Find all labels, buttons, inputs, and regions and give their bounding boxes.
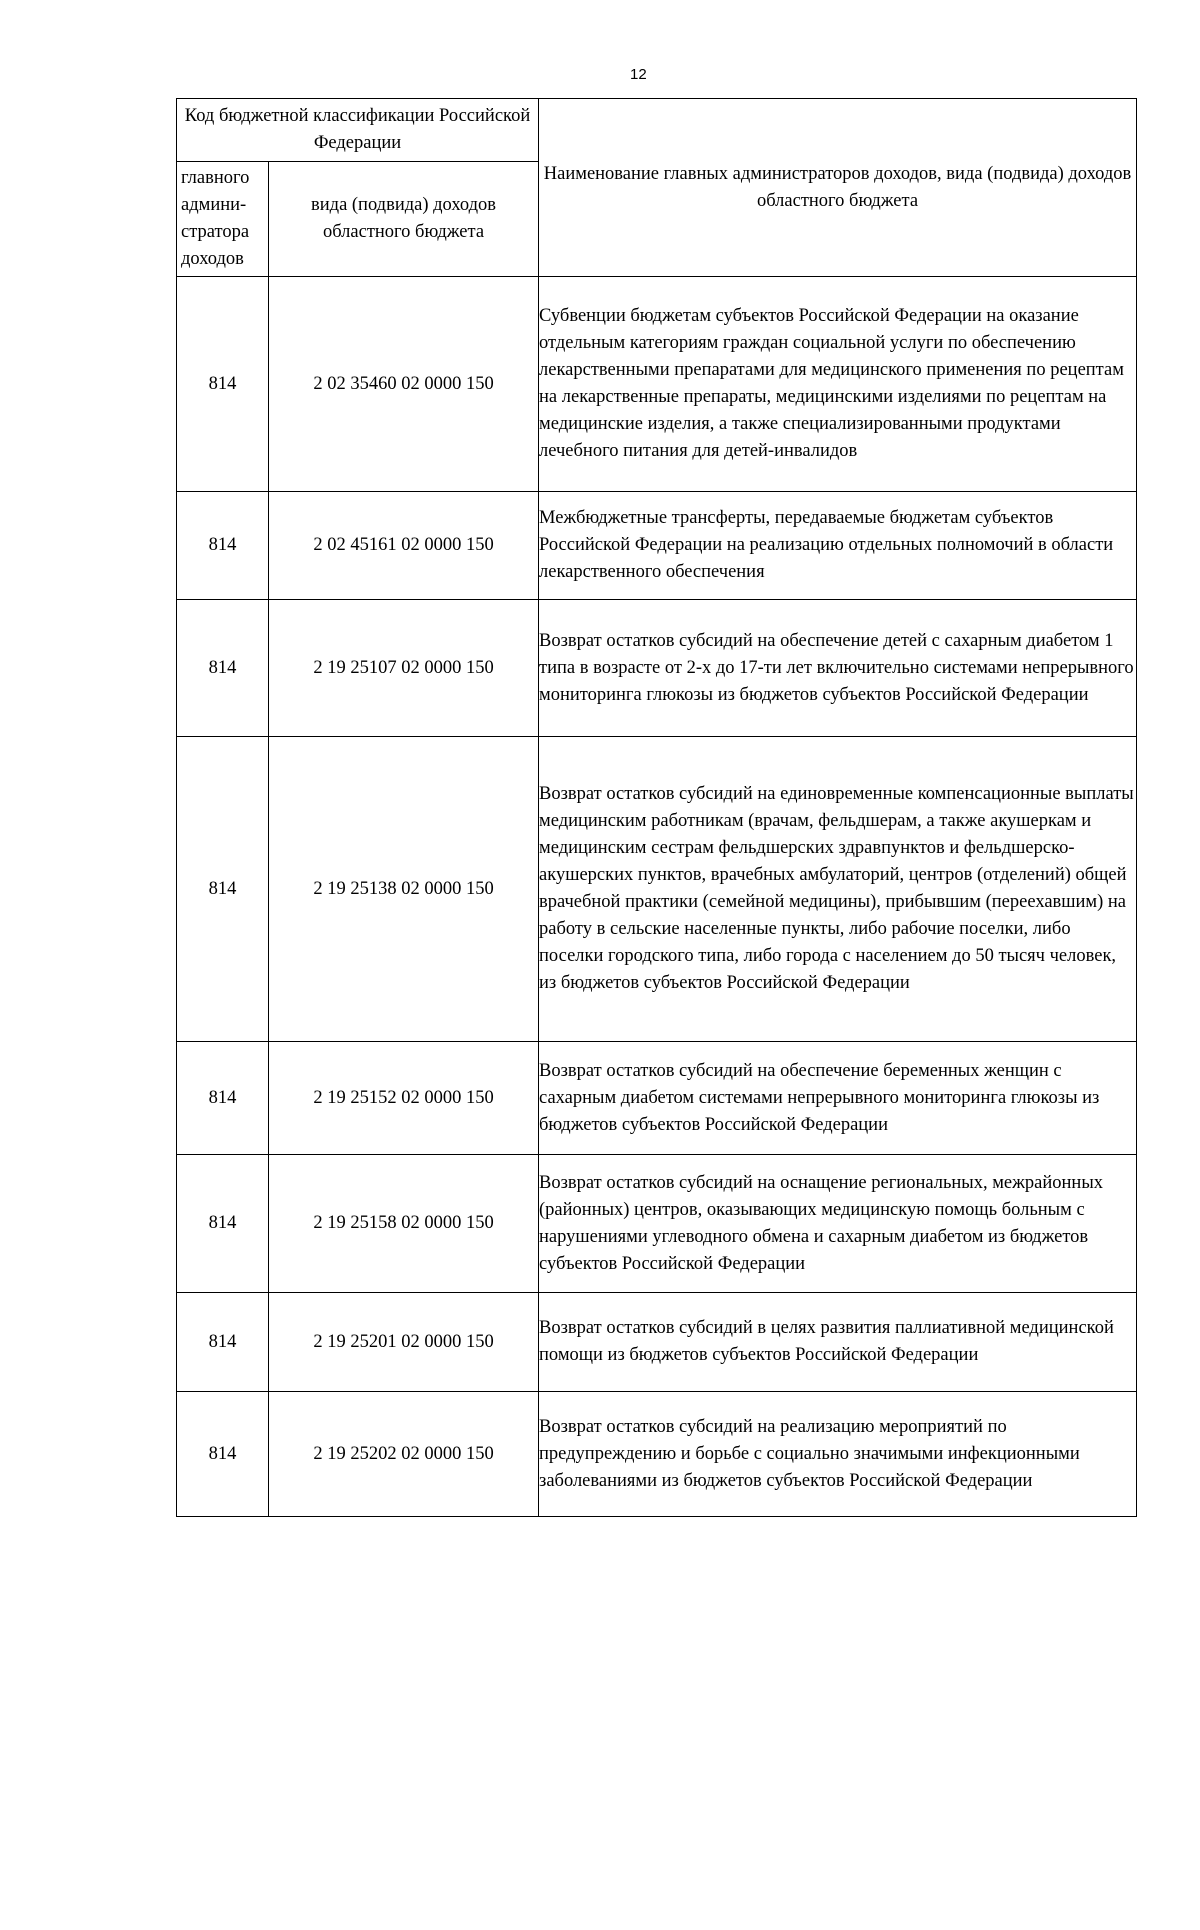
admin-code-cell: 814 (177, 1042, 269, 1155)
revenue-name-cell: Возврат остатков субсидий на обеспечение детей с сахарным диабетом 1 типа в возрасте от 2-х до 17-ти лет включительно системами непрерывного мониторинга глюкозы из бюджетов субъектов Российской Федерации (539, 600, 1137, 737)
header-budget-code-group: Код бюджетной классификации Российской Федерации (177, 99, 539, 162)
page-number: 12 (630, 66, 647, 83)
admin-code-cell: 814 (177, 600, 269, 737)
kbk-code-cell: 2 19 25202 02 0000 150 (269, 1392, 539, 1517)
kbk-code-cell: 2 19 25201 02 0000 150 (269, 1293, 539, 1392)
table-row (177, 1155, 1137, 1293)
table-row (177, 1042, 1137, 1155)
revenue-name-cell: Возврат остатков субсидий на единовременные компенсационные выплаты медицинским работникам (врачам, фельдшерам, а также акушеркам и медицинским сестрам фельдшерских здравпунктов и фельдшерско-акушерских пунктов, врачебных амбулаторий, центров (отделений) общей врачебной практики (семейной медицины), прибывшим (переехавшим) на работу в сельские населенные пункты, либо рабочие поселки, либо поселки городского типа, либо города с населением до 50 тысяч человек, из бюджетов субъектов Российской Федерации (539, 737, 1137, 1042)
budget-classification-table (176, 98, 1137, 1517)
kbk-code-cell: 2 19 25107 02 0000 150 (269, 600, 539, 737)
admin-code-cell: 814 (177, 1392, 269, 1517)
table-row (177, 1392, 1137, 1517)
table-row (177, 277, 1137, 492)
admin-code-cell: 814 (177, 492, 269, 600)
admin-code-cell: 814 (177, 737, 269, 1042)
table-row (177, 1293, 1137, 1392)
revenue-name-cell: Возврат остатков субсидий на реализацию мероприятий по предупреждению и борьбе с социально значимыми инфекционными заболеваниями из бюджетов субъектов Российской Федерации (539, 1392, 1137, 1517)
revenue-name-cell: Возврат остатков субсидий в целях развития паллиативной медицинской помощи из бюджетов субъектов Российской Федерации (539, 1293, 1137, 1392)
admin-code-cell: 814 (177, 277, 269, 492)
header-admin-column: главного админи-стратора доходов (177, 162, 269, 277)
kbk-code-cell: 2 19 25138 02 0000 150 (269, 737, 539, 1042)
admin-code-cell: 814 (177, 1293, 269, 1392)
kbk-code-cell: 2 19 25158 02 0000 150 (269, 1155, 539, 1293)
header-kbk-column: вида (подвида) доходов областного бюджета (269, 162, 539, 277)
admin-code-cell: 814 (177, 1155, 269, 1293)
revenue-name-cell: Межбюджетные трансферты, передаваемые бюджетам субъектов Российской Федерации на реализацию отдельных полномочий в области лекарственного обеспечения (539, 492, 1137, 600)
revenue-name-cell: Возврат остатков субсидий на обеспечение беременных женщин с сахарным диабетом системами непрерывного мониторинга глюкозы из бюджетов субъектов Российской Федерации (539, 1042, 1137, 1155)
table-row (177, 737, 1137, 1042)
revenue-name-cell: Возврат остатков субсидий на оснащение региональных, межрайонных (районных) центров, оказывающих медицинскую помощь больным с нарушениями углеводного обмена и сахарным диабетом из бюджетов субъектов Российской Федерации (539, 1155, 1137, 1293)
kbk-code-cell: 2 02 35460 02 0000 150 (269, 277, 539, 492)
table-row (177, 600, 1137, 737)
table-row (177, 492, 1137, 600)
header-name-column: Наименование главных администраторов доходов, вида (подвида) доходов областного бюджета (539, 99, 1137, 277)
kbk-code-cell: 2 19 25152 02 0000 150 (269, 1042, 539, 1155)
kbk-code-cell: 2 02 45161 02 0000 150 (269, 492, 539, 600)
revenue-name-cell: Субвенции бюджетам субъектов Российской Федерации на оказание отдельным категориям граждан социальной услуги по обеспечению лекарственными препаратами для медицинского применения по рецептам на лекарственные препараты, медицинскими изделиями по рецептам на медицинские изделия, а также специализированными продуктами лечебного питания для детей-инвалидов (539, 277, 1137, 492)
